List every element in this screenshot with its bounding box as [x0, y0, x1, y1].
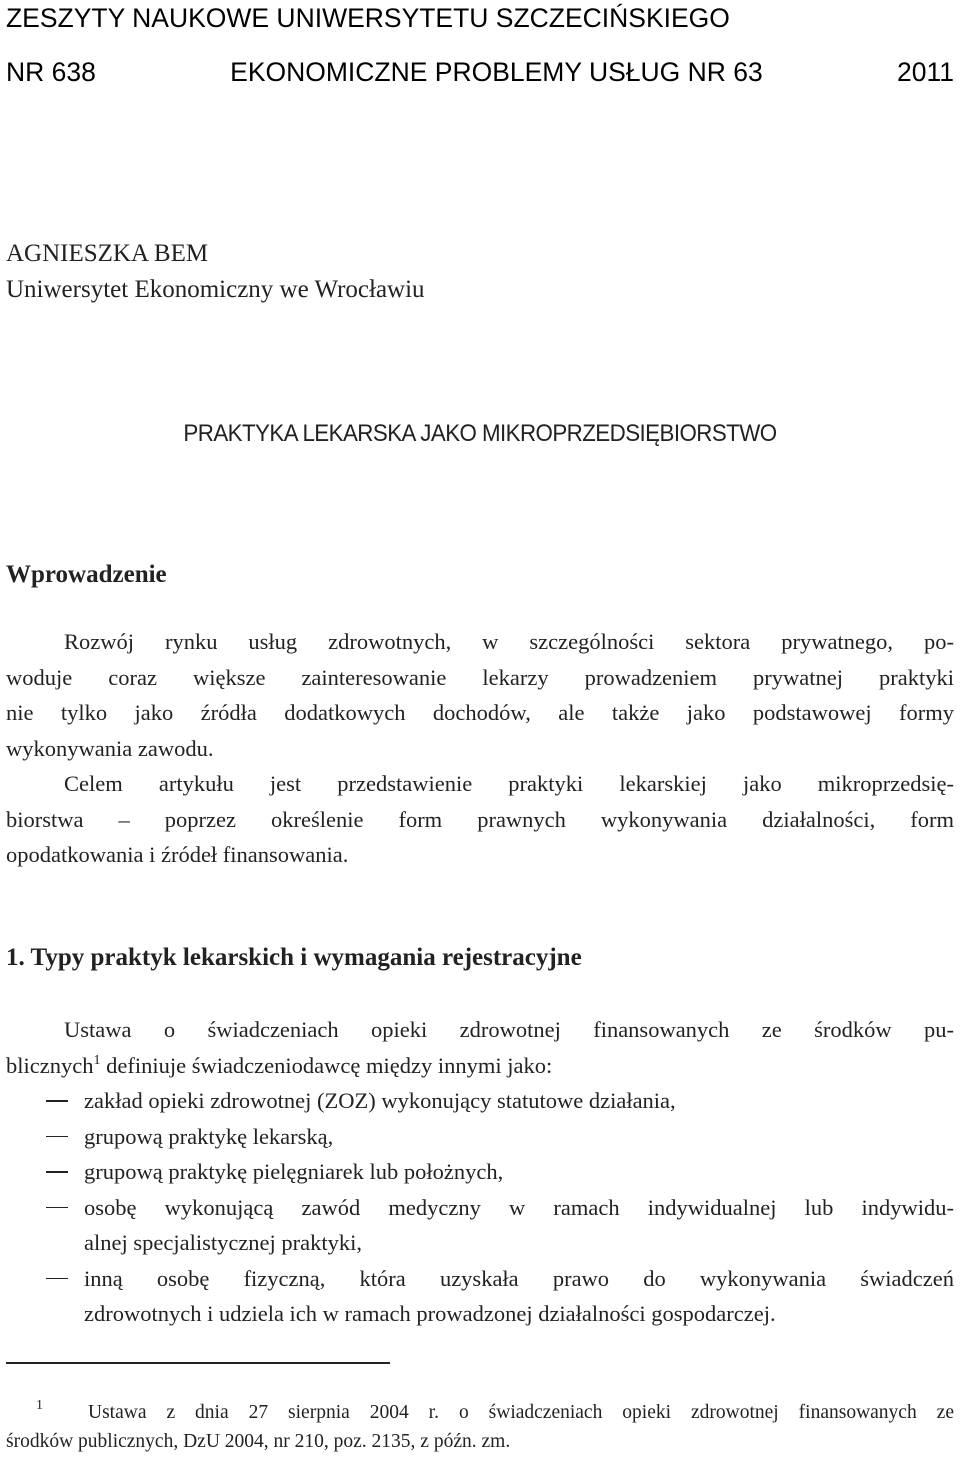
text-line: Ustawa o świadczeniach opieki zdrowotnej finansowanych ze środków pu- — [64, 1017, 954, 1042]
author-block — [6, 236, 425, 308]
paper-title: PRAKTYKA LEKARSKA JAKO MIKROPRZEDSIĘBIORSTWO — [183, 420, 777, 447]
list-item-text: zdrowotnych i udziela ich w ramach prowadzonej działalności gospodarczej. — [84, 1301, 776, 1326]
list-item-text: osobę wykonującą zawód medyczny w ramach indywidualnej lub indywidu- — [84, 1194, 954, 1220]
text-line: wykonywania zawodu. — [6, 735, 214, 761]
list-item-text: alnej specjalistycznej praktyki, — [84, 1230, 363, 1255]
intro-paragraph-2 — [6, 766, 954, 873]
list-item — [46, 1261, 954, 1332]
list-item — [46, 1154, 954, 1190]
author-name: AGNIESZKA BEM — [6, 240, 209, 267]
dash-bullet — [46, 1136, 68, 1138]
text-line — [6, 1048, 954, 1084]
text-fragment: blicznych — [6, 1052, 94, 1078]
list-item — [46, 1190, 954, 1261]
list-item-text: inną osobę fizyczną, która uzyskała prawo do wykonywania świadczeń — [84, 1265, 954, 1291]
list-item-text: zakład opieki zdrowotnej (ZOZ) wykonujący statutowe działania, — [84, 1088, 676, 1113]
dash-bullet — [46, 1207, 68, 1209]
section-paragraph — [6, 1012, 954, 1083]
text-line: woduje coraz większe zainteresowanie lekarzy prowadzeniem prywatnej praktyki — [6, 664, 954, 690]
footnote-reference[interactable]: 1 — [93, 1052, 101, 1068]
intro-paragraph-1 — [6, 624, 954, 766]
list-item — [46, 1119, 954, 1155]
text-line: biorstwa – poprzez określenie form prawnych wykonywania działalności, form — [6, 806, 954, 832]
intro-heading: Wprowadzenie — [6, 561, 167, 588]
footnote — [6, 1398, 954, 1456]
text-line: opodatkowania i źródeł finansowania. — [6, 842, 349, 867]
footnote-line: środków publicznych, DzU 2004, nr 210, poz. 2135, z późn. zm. — [6, 1431, 511, 1452]
text-line: Celem artykułu jest przedstawienie praktyki lekarskiej jako mikroprzedsię- — [64, 771, 954, 796]
list-item — [46, 1083, 954, 1119]
text-fragment: definiuje świadczeniodawcę między innymi jako: — [100, 1052, 553, 1078]
list-item-text: grupową praktykę lekarską, — [84, 1123, 334, 1149]
list-item-text: grupową praktykę pielęgniarek lub położnych, — [84, 1159, 504, 1184]
dash-bullet — [46, 1278, 68, 1280]
journal-meta — [6, 56, 954, 88]
journal-title: ZESZYTY NAUKOWE UNIWERSYTETU SZCZECIŃSKIEGO — [6, 3, 730, 33]
footnote-text: Ustawa z dnia 27 sierpnia 2004 r. o świadczeniach opieki zdrowotnej finansowanych ze — [88, 1402, 954, 1423]
text-line: nie tylko jako źródła dodatkowych dochodów, ale także jako podstawowej formy — [6, 700, 954, 725]
footnote-line — [6, 1398, 954, 1427]
journal-year: 2011 — [897, 57, 954, 87]
dash-bullet — [46, 1171, 68, 1173]
author-affiliation: Uniwersytet Ekonomiczny we Wrocławiu — [6, 276, 425, 303]
text-line: Rozwój rynku usług zdrowotnych, w szczególności sektora prywatnego, po- — [64, 629, 954, 654]
footnote-divider — [6, 1362, 390, 1364]
dash-bullet — [46, 1100, 68, 1102]
footnote-mark: 1 — [36, 1398, 43, 1413]
journal-series: EKONOMICZNE PROBLEMY USŁUG NR 63 — [230, 57, 763, 87]
provider-list — [46, 1083, 954, 1332]
section-heading: 1. Typy praktyk lekarskich i wymagania rejestracyjne — [6, 944, 582, 971]
journal-number: NR 638 — [6, 57, 96, 87]
